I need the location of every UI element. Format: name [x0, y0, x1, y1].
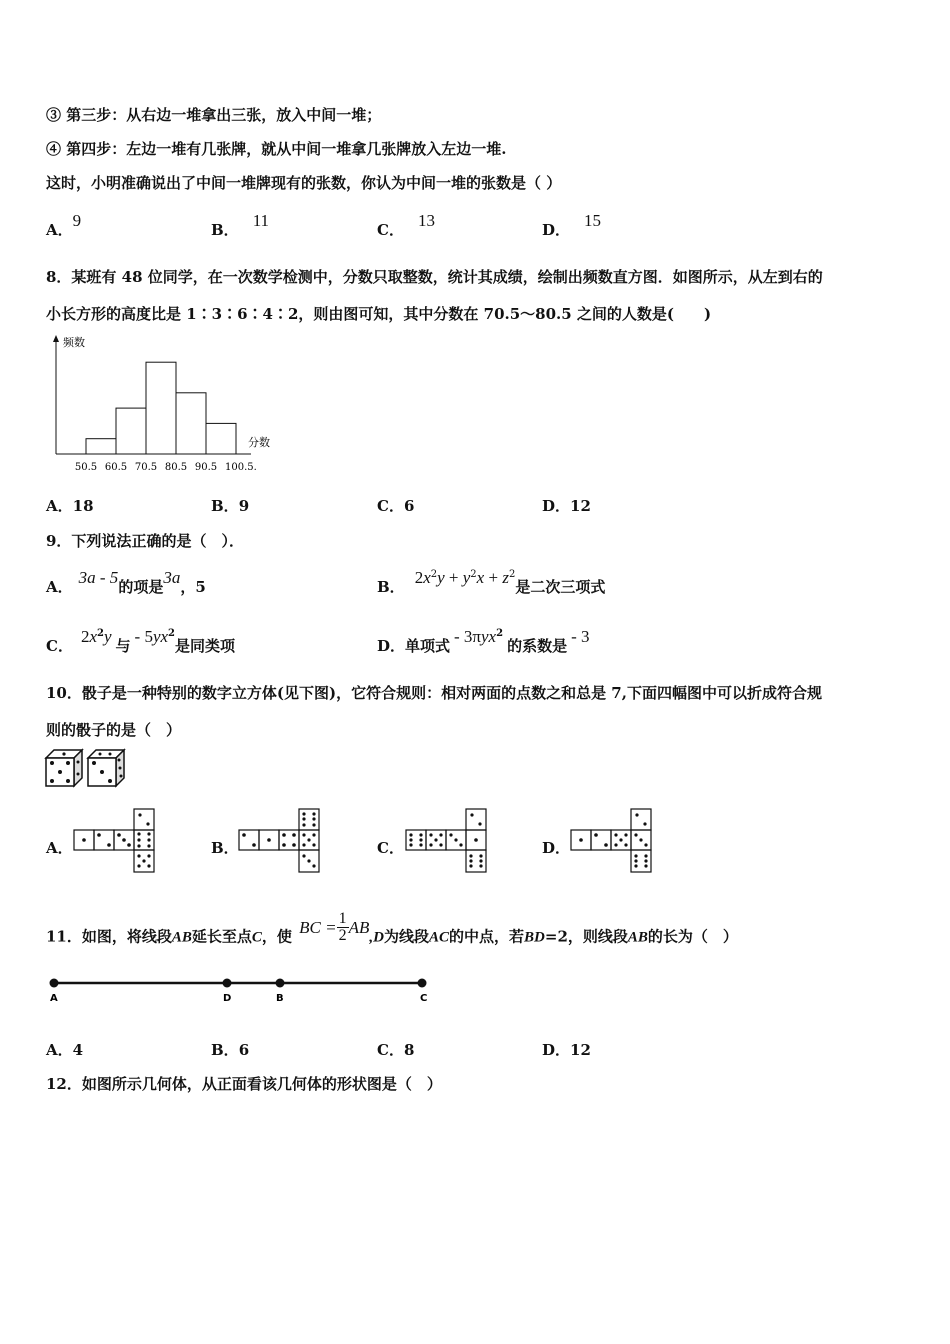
point-b-dot	[276, 979, 285, 988]
q7-step3: ③ 第三步：从右边一堆拿出三张，放入中间一堆；	[46, 106, 382, 124]
dice-net-c	[405, 808, 489, 874]
q7-question: 这时，小明准确说出了中间一堆牌现有的张数，你认为中间一堆的张数是（ ）	[46, 174, 562, 192]
point-b-label: B	[276, 993, 284, 1004]
segment-diagram	[44, 972, 438, 1006]
q10-option-b[interactable]: B．	[211, 839, 239, 857]
x-axis-label: 分数	[248, 436, 270, 449]
histogram-bar-70.5-80.5	[146, 362, 176, 454]
q7-option-d[interactable]: D． 15	[542, 211, 602, 239]
expr-minus-3pi-yx2: - 3πyx$^2$	[454, 627, 504, 646]
histogram-bar-80.5-90.5	[176, 393, 206, 454]
point-a-label: A	[50, 993, 58, 1004]
x-tick-label: 80.5	[164, 462, 188, 473]
point-c-label: C	[420, 993, 428, 1004]
q7-step4: ④ 第四步：左边一堆有几张牌，就从中间一堆拿几张牌放入左边一堆.	[46, 140, 507, 158]
x-tick-label: 60.5	[104, 462, 128, 473]
q8-option-b[interactable]: B．9	[211, 497, 250, 515]
expr-2x2y: $2x^2y$	[80, 627, 112, 646]
histogram-bar-90.5-100.5	[206, 423, 236, 454]
q9-option-b[interactable]: B． $2x^2y + y^2x + z^2$是二次三项式	[377, 568, 606, 596]
q11-option-d[interactable]: D．12	[542, 1041, 591, 1059]
dice-net-d	[570, 808, 654, 874]
q9-option-c[interactable]: C． $2x^2y$ 与 - $5yx^2$是同类项	[46, 627, 236, 655]
q11-option-c[interactable]: C．8	[377, 1041, 415, 1059]
q8-line1: 8．某班有 48 位同学，在一次数学检测中，分数只取整数，统计其成绩，绘制出频数直方图．如图所示，从左到右的	[46, 268, 823, 286]
q11-option-a[interactable]: A．4	[46, 1041, 84, 1059]
q8-option-c[interactable]: C．6	[377, 497, 415, 515]
q10-option-a[interactable]: A．	[46, 839, 73, 857]
q10-option-d[interactable]: D．	[542, 839, 571, 857]
expr-2x2y-y2x-z2: $2x^2y + y^2x + z^2$	[414, 568, 516, 587]
q10-line2: 则的骰子的是（ ）	[46, 721, 182, 739]
q7-option-c[interactable]: C． 13	[377, 211, 435, 239]
x-tick-label: 70.5	[134, 462, 158, 473]
point-c-dot	[418, 979, 427, 988]
dice-net-a	[73, 808, 157, 874]
x-tick-label: 90.5	[194, 462, 218, 473]
dice-picture	[44, 748, 126, 788]
q9-option-a[interactable]: A． 3a - 5的项是3a，5	[46, 568, 206, 596]
x-tick-label: 50.5	[74, 462, 98, 473]
dice-right-icon	[88, 750, 124, 786]
q8-option-d[interactable]: D．12	[542, 497, 591, 515]
q11-option-b[interactable]: B．6	[211, 1041, 250, 1059]
q11-text: 11．如图，将线段AB延长至点C，使 BC = $\frac{1}{2}$ AB,D为线段AC的中点，若BD=2，则线段AB的长为（ ）	[46, 910, 738, 946]
point-d-dot	[223, 979, 232, 988]
q7-option-a[interactable]: A．9	[46, 211, 82, 239]
point-d-label: D	[223, 993, 232, 1004]
q10-option-c[interactable]: C．	[377, 839, 404, 857]
y-axis-arrow-icon	[53, 335, 59, 342]
q8-option-a[interactable]: A．18	[46, 497, 94, 515]
dice-net-b	[238, 808, 322, 874]
histogram-bar-60.5-70.5	[116, 408, 146, 454]
q8-line2: 小长方形的高度比是 1∶3∶6∶4∶2，则由图可知，其中分数在 70.5～80.5 之间的人数是( )	[46, 305, 712, 323]
formula-bc-half-ab: BC = $\frac{1}{2}$ AB	[299, 910, 370, 944]
q10-line1: 10．骰子是一种特别的数字立方体(见下图)，它符合规则：相对两面的点数之和总是 7,下面四幅图中可以折成符合规	[46, 684, 822, 702]
q9-title: 9．下列说法正确的是（ ）．	[46, 532, 244, 550]
histogram-chart	[46, 332, 276, 477]
dice-left-icon	[46, 750, 82, 786]
expr-minus-5yx2: - $5yx^2$	[134, 627, 176, 646]
q12-title: 12．如图所示几何体，从正面看该几何体的形状图是（ ）	[46, 1075, 442, 1093]
q7-option-b[interactable]: B． 11	[211, 211, 270, 239]
point-a-dot	[50, 979, 59, 988]
x-tick-label: 100.5.	[225, 462, 257, 473]
y-axis-label: 频数	[63, 336, 85, 349]
q9-option-d[interactable]: D．单项式 - 3πyx$^2$的系数是 - 3	[377, 627, 590, 655]
histogram-bar-50.5-60.5	[86, 439, 116, 454]
